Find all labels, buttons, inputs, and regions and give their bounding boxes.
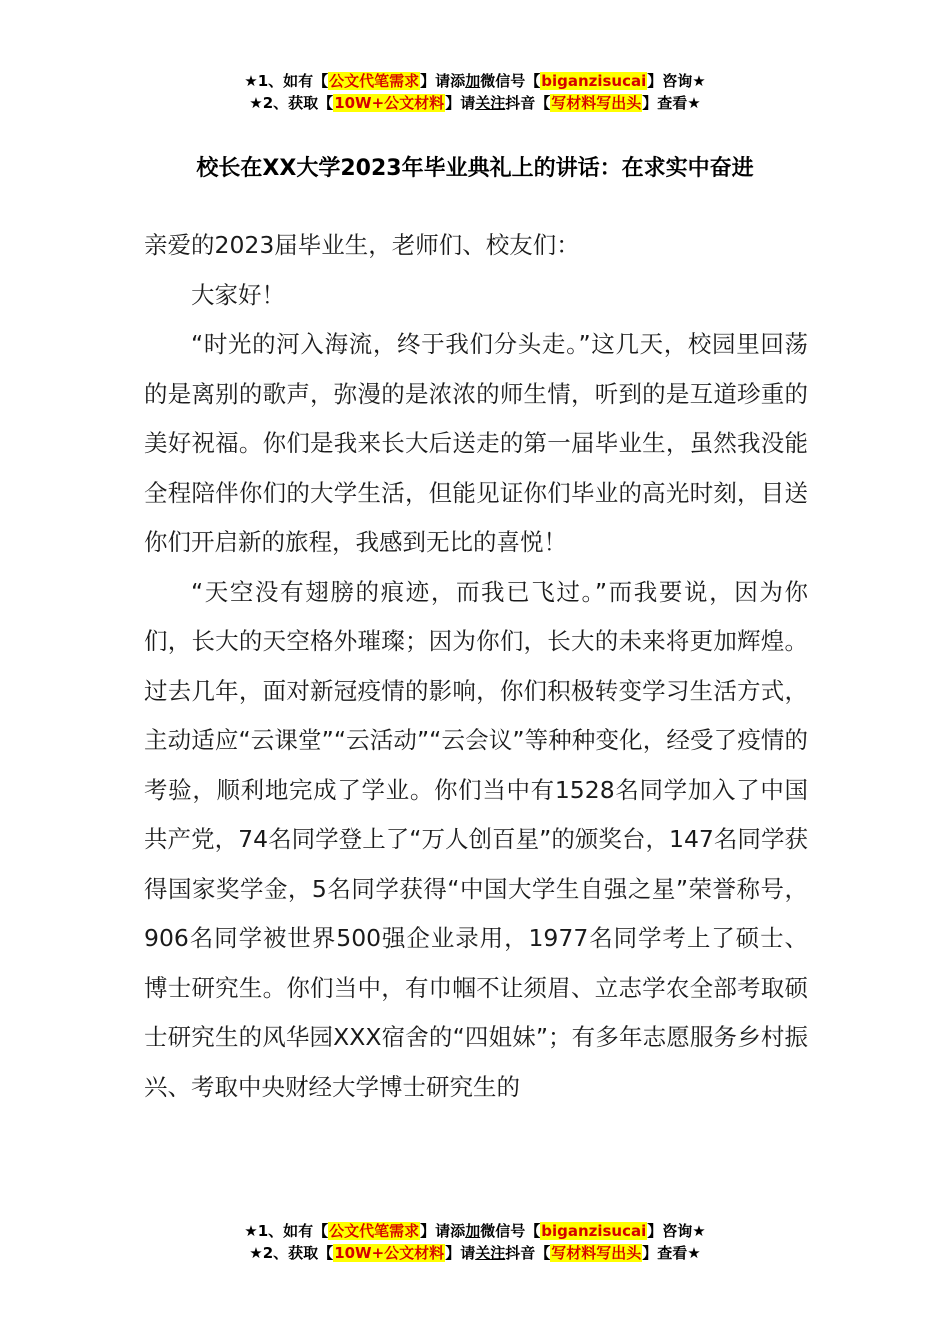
promo-text: 】请添 <box>420 1222 466 1240</box>
promo-text: ★1、如有【 <box>244 1222 329 1240</box>
promo-text: 】请 <box>445 94 476 112</box>
header-promo-banner <box>0 70 950 114</box>
promo-highlight: 公文代笔需求 <box>329 1222 420 1240</box>
promo-text: ★1、如有【 <box>244 72 329 90</box>
promo-highlight: 10W+公文材料 <box>334 1244 445 1262</box>
promo-underlined-text: 关注 <box>475 1244 506 1262</box>
promo-text: 】咨询★ <box>647 72 706 90</box>
promo-underlined-text: 关注 <box>475 94 506 112</box>
promo-line-2 <box>0 1242 950 1264</box>
promo-text: 微信号【 <box>480 1222 541 1240</box>
greeting-paragraph: 大家好！ <box>191 280 285 309</box>
promo-highlight-douyin-id: 写材料写出头 <box>551 1244 642 1262</box>
promo-text: 】请 <box>445 1244 476 1262</box>
promo-underlined-text: 加 <box>465 72 481 90</box>
promo-text: 抖音【 <box>505 94 551 112</box>
promo-highlight-wechat-id: biganzisucai <box>541 1222 647 1240</box>
promo-highlight: 10W+公文材料 <box>334 94 445 112</box>
promo-line-2 <box>0 92 950 114</box>
document-title: 校长在XX大学2023年毕业典礼上的讲话：在求实中奋进 <box>196 156 754 181</box>
promo-text: 】咨询★ <box>647 1222 706 1240</box>
document-body <box>144 221 808 1112</box>
body-paragraph: “天空没有翅膀的痕迹，而我已飞过。”而我要说，因为你们，长大的天空格外璀璨；因为你们，长大的未来将更加辉煌。过去几年，面对新冠疫情的影响，你们积极转变学习生活方式，主动适应“云课堂”“云活动”“云会议”等种种变化，经受了疫情的考验，顺利地完成了学业。你们当中有1528名同学加入了中国共产党，74名同学登上了“万人创百星”的颁奖台，147名同学获得国家奖学金，5名同学获得“中国大学生自强之星”荣誉称号，906名同学被世界500强企业录用，1977名同学考上了硕士、博士研究生。你们当中，有巾帼不让须眉、立志学农全部考取硕士研究生的风华园XXX宿舍的“四姐妹”；有多年志愿服务乡村振兴、考取中央财经大学博士研究生的 <box>144 577 808 1101</box>
body-paragraph: “时光的河入海流，终于我们分头走。”这几天，校园里回荡的是离别的歌声，弥漫的是浓浓的师生情，听到的是互道珍重的美好祝福。你们是我来长大后送走的第一届毕业生，虽然我没能全程陪伴你们的大学生活，但能见证你们毕业的高光时刻，目送你们开启新的旅程，我感到无比的喜悦！ <box>144 330 808 556</box>
promo-text: 微信号【 <box>480 72 541 90</box>
promo-text: 】查看★ <box>642 94 701 112</box>
promo-line-1 <box>0 1220 950 1242</box>
promo-highlight-wechat-id: biganzisucai <box>541 72 647 90</box>
promo-text: 抖音【 <box>505 1244 551 1262</box>
promo-underlined-text: 加 <box>465 1222 481 1240</box>
promo-highlight: 公文代笔需求 <box>329 72 420 90</box>
promo-text: 】查看★ <box>642 1244 701 1262</box>
promo-highlight-douyin-id: 写材料写出头 <box>551 94 642 112</box>
salutation-paragraph: 亲爱的2023届毕业生，老师们、校友们： <box>144 231 580 259</box>
promo-line-1 <box>0 70 950 92</box>
promo-text: ★2、获取【 <box>249 94 334 112</box>
promo-text: 】请添 <box>420 72 466 90</box>
promo-text: ★2、获取【 <box>249 1244 334 1262</box>
footer-promo-banner <box>0 1220 950 1264</box>
